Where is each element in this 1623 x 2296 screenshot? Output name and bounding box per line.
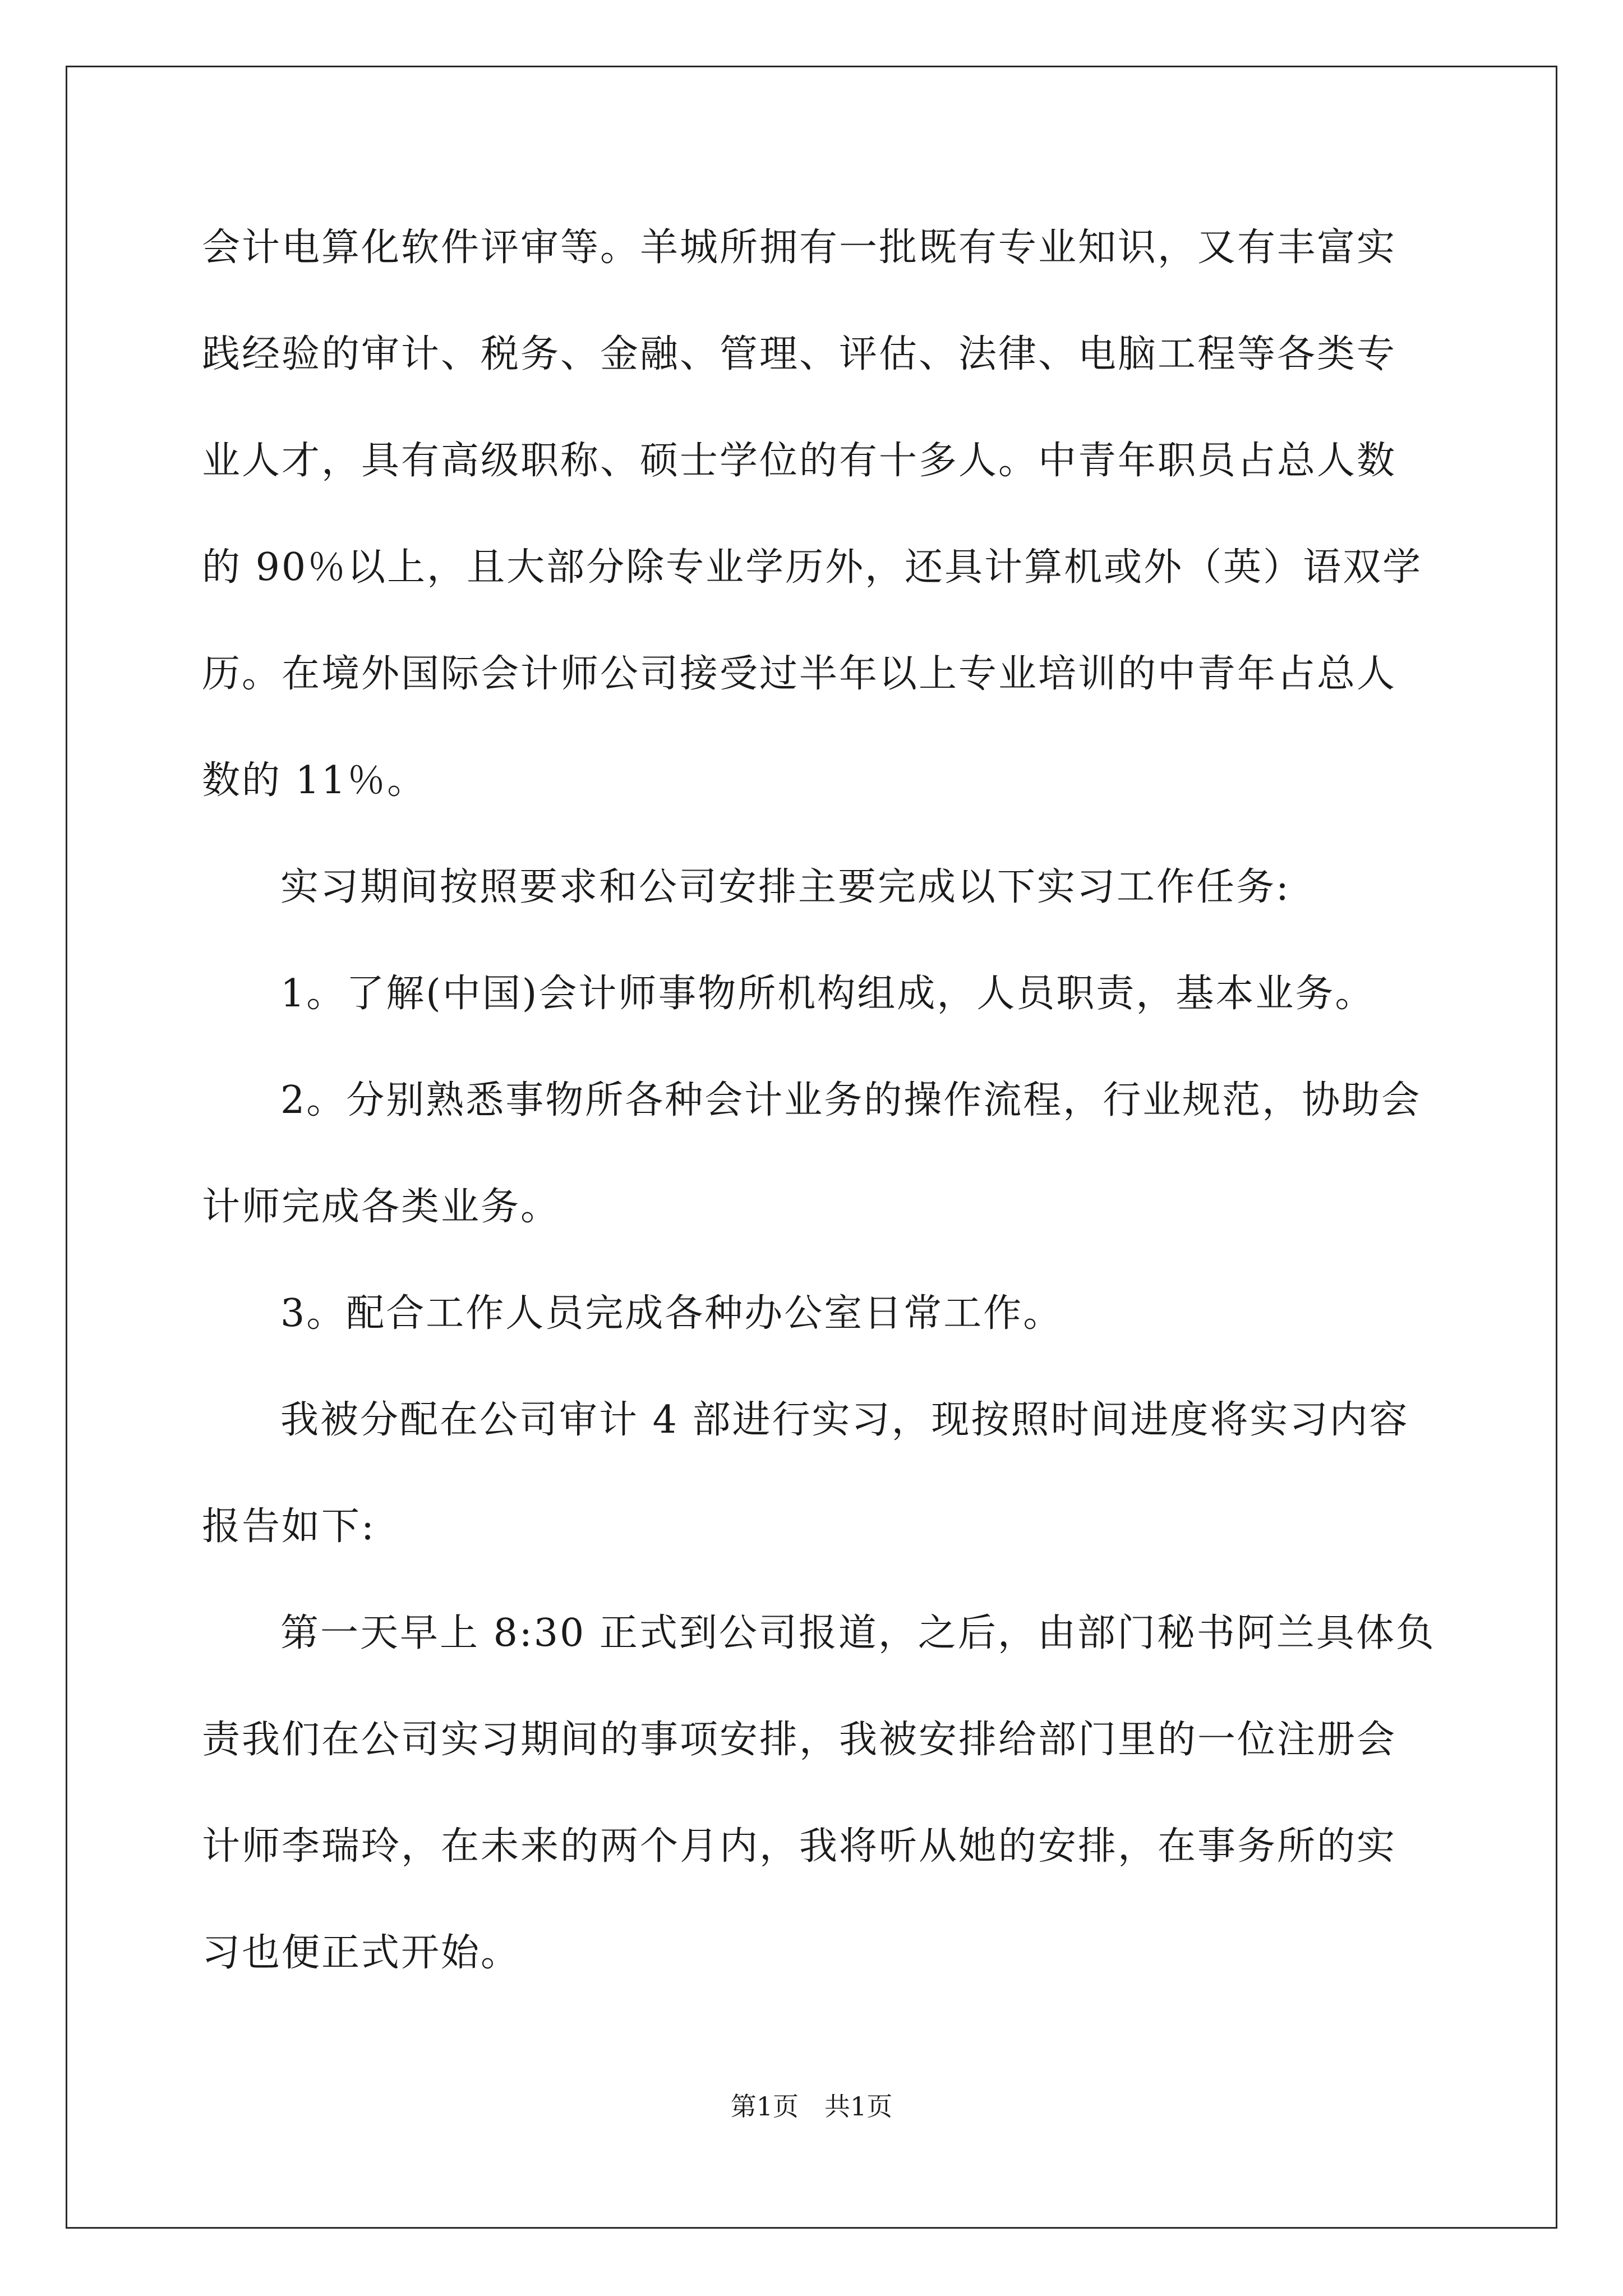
body-line: 数的 11％。 bbox=[202, 758, 427, 803]
body-line: 报告如下: bbox=[202, 1504, 376, 1549]
page-footer bbox=[0, 2090, 1623, 2123]
paragraph-first-line: 实习期间按照要求和公司安排主要完成以下实习工作任务: bbox=[280, 865, 1290, 909]
page-count: 共1页 bbox=[824, 2091, 893, 2122]
body-line: 历。在境外国际会计师公司接受过半年以上专业培训的中青年占总人 bbox=[202, 652, 1397, 696]
paragraph-first-line: 2。分别熟悉事物所各种会计业务的操作流程，行业规范，协助会 bbox=[280, 1078, 1422, 1122]
paragraph-first-line: 我被分配在公司审计 4 部进行实习，现按照时间进度将实习内容 bbox=[280, 1398, 1409, 1442]
body-line: 的 90％以上，且大部分除专业学历外，还具计算机或外（英）语双学 bbox=[202, 545, 1423, 590]
body-line: 计师李瑞玲，在未来的两个月内，我将听从她的安排，在事务所的实 bbox=[202, 1824, 1397, 1869]
paragraph-first-line: 第一天早上 8:30 正式到公司报道，之后，由部门秘书阿兰具体负 bbox=[280, 1611, 1436, 1655]
body-line: 会计电算化软件评审等。羊城所拥有一批既有专业知识，又有丰富实 bbox=[202, 226, 1397, 270]
paragraph-first-line: 1。了解(中国)会计师事物所机构组成，人员职责，基本业务。 bbox=[280, 972, 1375, 1016]
page-number: 第1页 bbox=[730, 2091, 799, 2122]
body-line: 责我们在公司实习期间的事项安排，我被安排给部门里的一位注册会 bbox=[202, 1718, 1397, 1762]
body-line: 践经验的审计、税务、金融、管理、评估、法律、电脑工程等各类专 bbox=[202, 332, 1397, 376]
page-border bbox=[66, 66, 1557, 2229]
body-line: 业人才，具有高级职称、硕士学位的有十多人。中青年职员占总人数 bbox=[202, 439, 1397, 483]
body-line: 计师完成各类业务。 bbox=[202, 1185, 561, 1229]
paragraph-first-line: 3。配合工作人员完成各种办公室日常工作。 bbox=[280, 1291, 1063, 1336]
body-line: 习也便正式开始。 bbox=[202, 1931, 521, 1975]
